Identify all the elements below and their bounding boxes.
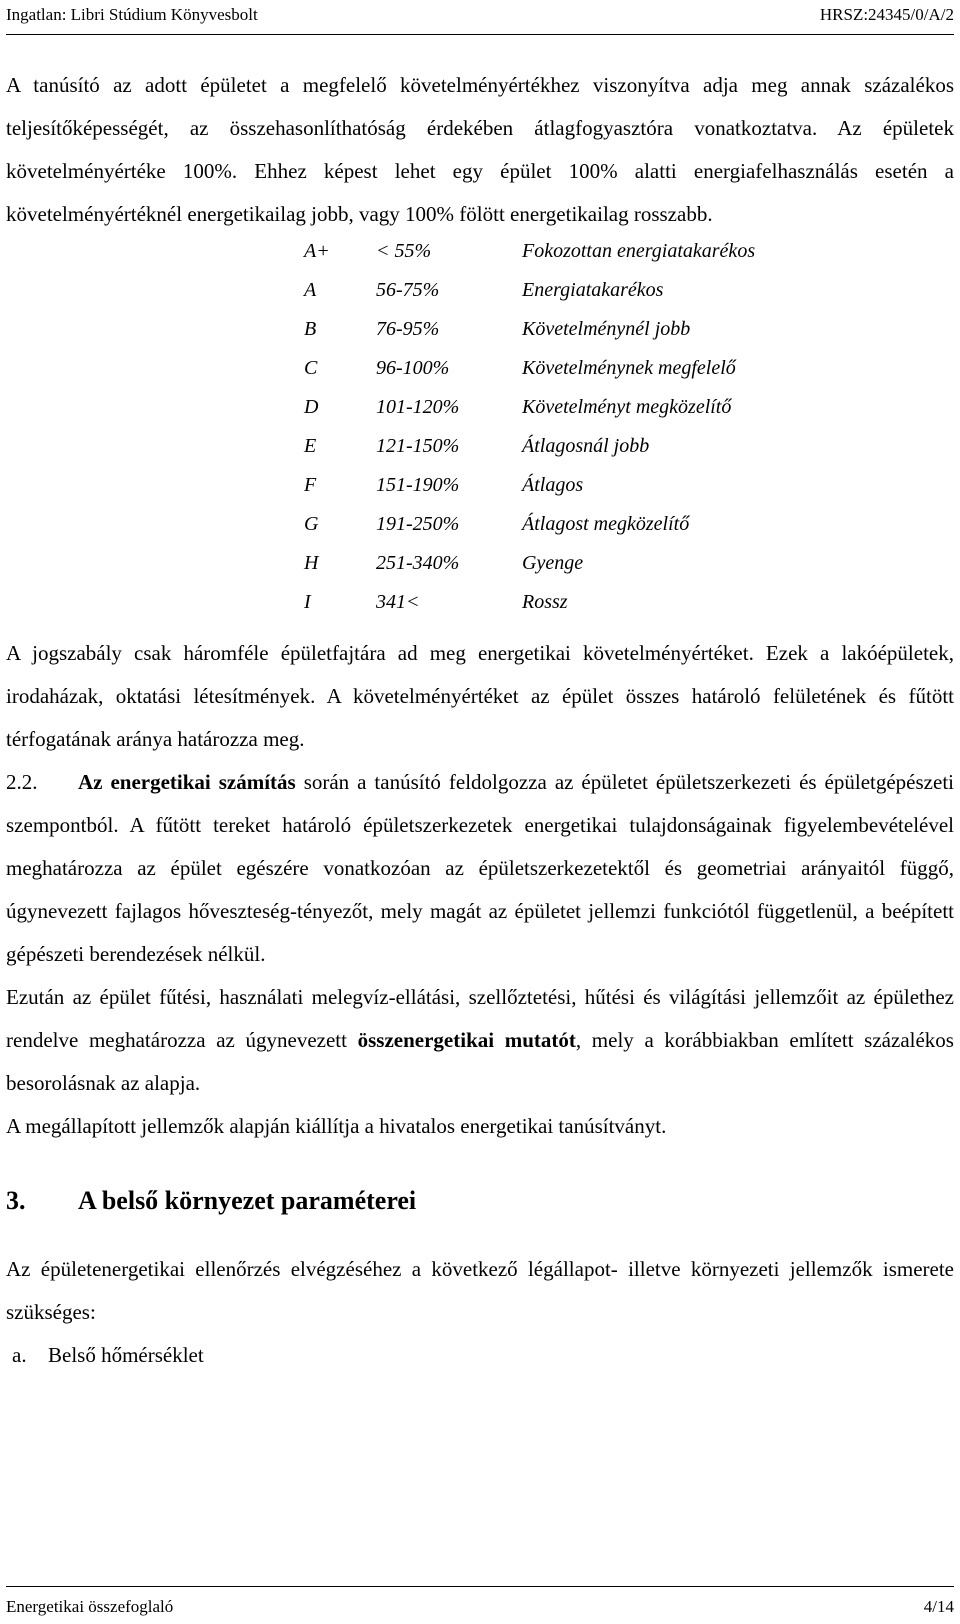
grade-label: Energiatakarékos xyxy=(522,279,664,301)
bold-lead: Az energetikai számítás xyxy=(78,770,296,794)
page-number: 4/14 xyxy=(923,1597,954,1616)
footer-title: Energetikai összefoglaló xyxy=(6,1597,174,1616)
list-marker: a. xyxy=(12,1343,27,1367)
grade-letter: A xyxy=(304,279,317,301)
section-text: során a tanúsító feldolgozza az épületet épületszerkezeti és épületgépészeti szempontból. A fűtött tereket határoló épületszerkezetek energetikai tulajdonságainak figyelembevételével meghatározza az épület egészére vonatkozóan az épületszerkezetektől és geometriai arányaitól függő, úgynevezett fajlagos hőveszteség-tényezőt, mely magát az épületet jellemzi funkciótól függetlenül, a beépített gépészeti berendezések nélkül. xyxy=(6,770,954,966)
grade-letter: F xyxy=(304,474,317,496)
grade-row xyxy=(304,232,822,271)
grade-label: Követelményt megközelítő xyxy=(522,396,732,418)
grade-letter: I xyxy=(304,591,311,613)
header-property: Ingatlan: Libri Stúdium Könyvesbolt xyxy=(6,5,258,24)
list-item xyxy=(6,1334,954,1377)
calc-bold-term: összenergetikai mutatót xyxy=(357,1028,576,1052)
grade-label: Fokozottan energiatakarékos xyxy=(522,240,756,262)
section-3-heading xyxy=(6,1184,954,1218)
grade-row xyxy=(304,466,822,505)
energy-grade-table xyxy=(304,232,822,622)
grade-label: Átlagos xyxy=(522,474,584,496)
grade-letter: E xyxy=(304,435,317,457)
page-header xyxy=(6,4,954,34)
grade-row xyxy=(304,427,822,466)
header-divider xyxy=(6,34,954,35)
calc-text-before: Ezután az épület fűtési, használati melegvíz-ellátási, szellőztetési, hűtési és világítási jellemzőit az épülethez rendelve meghatározza az úgynevezett xyxy=(6,985,954,1052)
grade-range: < 55% xyxy=(376,240,432,262)
grade-row xyxy=(304,388,822,427)
parameter-list xyxy=(6,1334,954,1377)
grade-row xyxy=(304,544,822,583)
footer-divider xyxy=(6,1586,954,1587)
intro-paragraph: A tanúsító az adott épületet a megfelelő követelményértékhez viszonyítva adja meg annak százalékos teljesítőképességét, az összehasonlíthatóság érdekében átlagfogyasztóra vonatkoztatva. Az épületek követelményértéke 100%. Ehhez képest lehet egy épület 100% alatti energiafelhasználás esetén a követelményértéknél energetikailag jobb, vagy 100% fölött energetikailag rosszabb. xyxy=(6,73,954,226)
list-text: Belső hőmérséklet xyxy=(48,1343,204,1367)
certificate-paragraph: A megállapított jellemzők alapján kiállítja a hivatalos energetikai tanúsítványt. xyxy=(6,1114,667,1138)
grade-letter: D xyxy=(304,396,319,418)
law-paragraph: A jogszabály csak háromféle épületfajtára ad meg energetikai követelményértéket. Ezek a lakóépületek, irodaházak, oktatási létesítmények. A követelményértéket az épület összes határoló felületének és fűtött térfogatának aránya határozza meg. xyxy=(6,641,954,751)
grade-range: 101-120% xyxy=(376,396,460,418)
grade-row xyxy=(304,271,822,310)
calculation-paragraph xyxy=(6,976,954,1105)
grade-letter: H xyxy=(304,552,319,574)
section-3-number: 3. xyxy=(6,1186,26,1215)
grade-range: 191-250% xyxy=(376,513,460,535)
grade-label: Rossz xyxy=(522,591,568,613)
grade-range: 341< xyxy=(376,591,420,613)
grade-range: 76-95% xyxy=(376,318,440,340)
grade-row xyxy=(304,583,822,622)
grade-range: 251-340% xyxy=(376,552,460,574)
grade-letter: G xyxy=(304,513,319,535)
grade-letter: A+ xyxy=(304,240,330,262)
grade-letter: B xyxy=(304,318,317,340)
section-number: 2.2. xyxy=(6,770,38,794)
grade-range: 96-100% xyxy=(376,357,450,379)
grade-range: 121-150% xyxy=(376,435,460,457)
grade-row xyxy=(304,349,822,388)
grade-label: Átlagosnál jobb xyxy=(522,435,650,457)
grade-label: Követelménynek megfelelő xyxy=(522,357,736,379)
grade-row xyxy=(304,310,822,349)
grade-range: 56-75% xyxy=(376,279,440,301)
section-3-title: A belső környezet paraméterei xyxy=(78,1186,417,1215)
grade-label: Átlagost megközelítő xyxy=(522,513,690,535)
grade-range: 151-190% xyxy=(376,474,460,496)
grade-letter: C xyxy=(304,357,318,379)
section-2-2-paragraph xyxy=(6,761,954,976)
parameters-paragraph: Az épületenergetikai ellenőrzés elvégzéséhez a következő légállapot- illetve környezeti jellemzők ismerete szükséges: xyxy=(6,1257,954,1324)
grade-row xyxy=(304,505,822,544)
grade-label: Gyenge xyxy=(522,552,584,574)
grade-label: Követelménynél jobb xyxy=(522,318,691,340)
calc-text-after: , mely a korábbiakban említett százalékos besorolásnak az alapja. xyxy=(6,1028,954,1095)
page-content xyxy=(6,64,954,1377)
header-parcel-number: HRSZ:24345/0/A/2 xyxy=(819,5,954,24)
